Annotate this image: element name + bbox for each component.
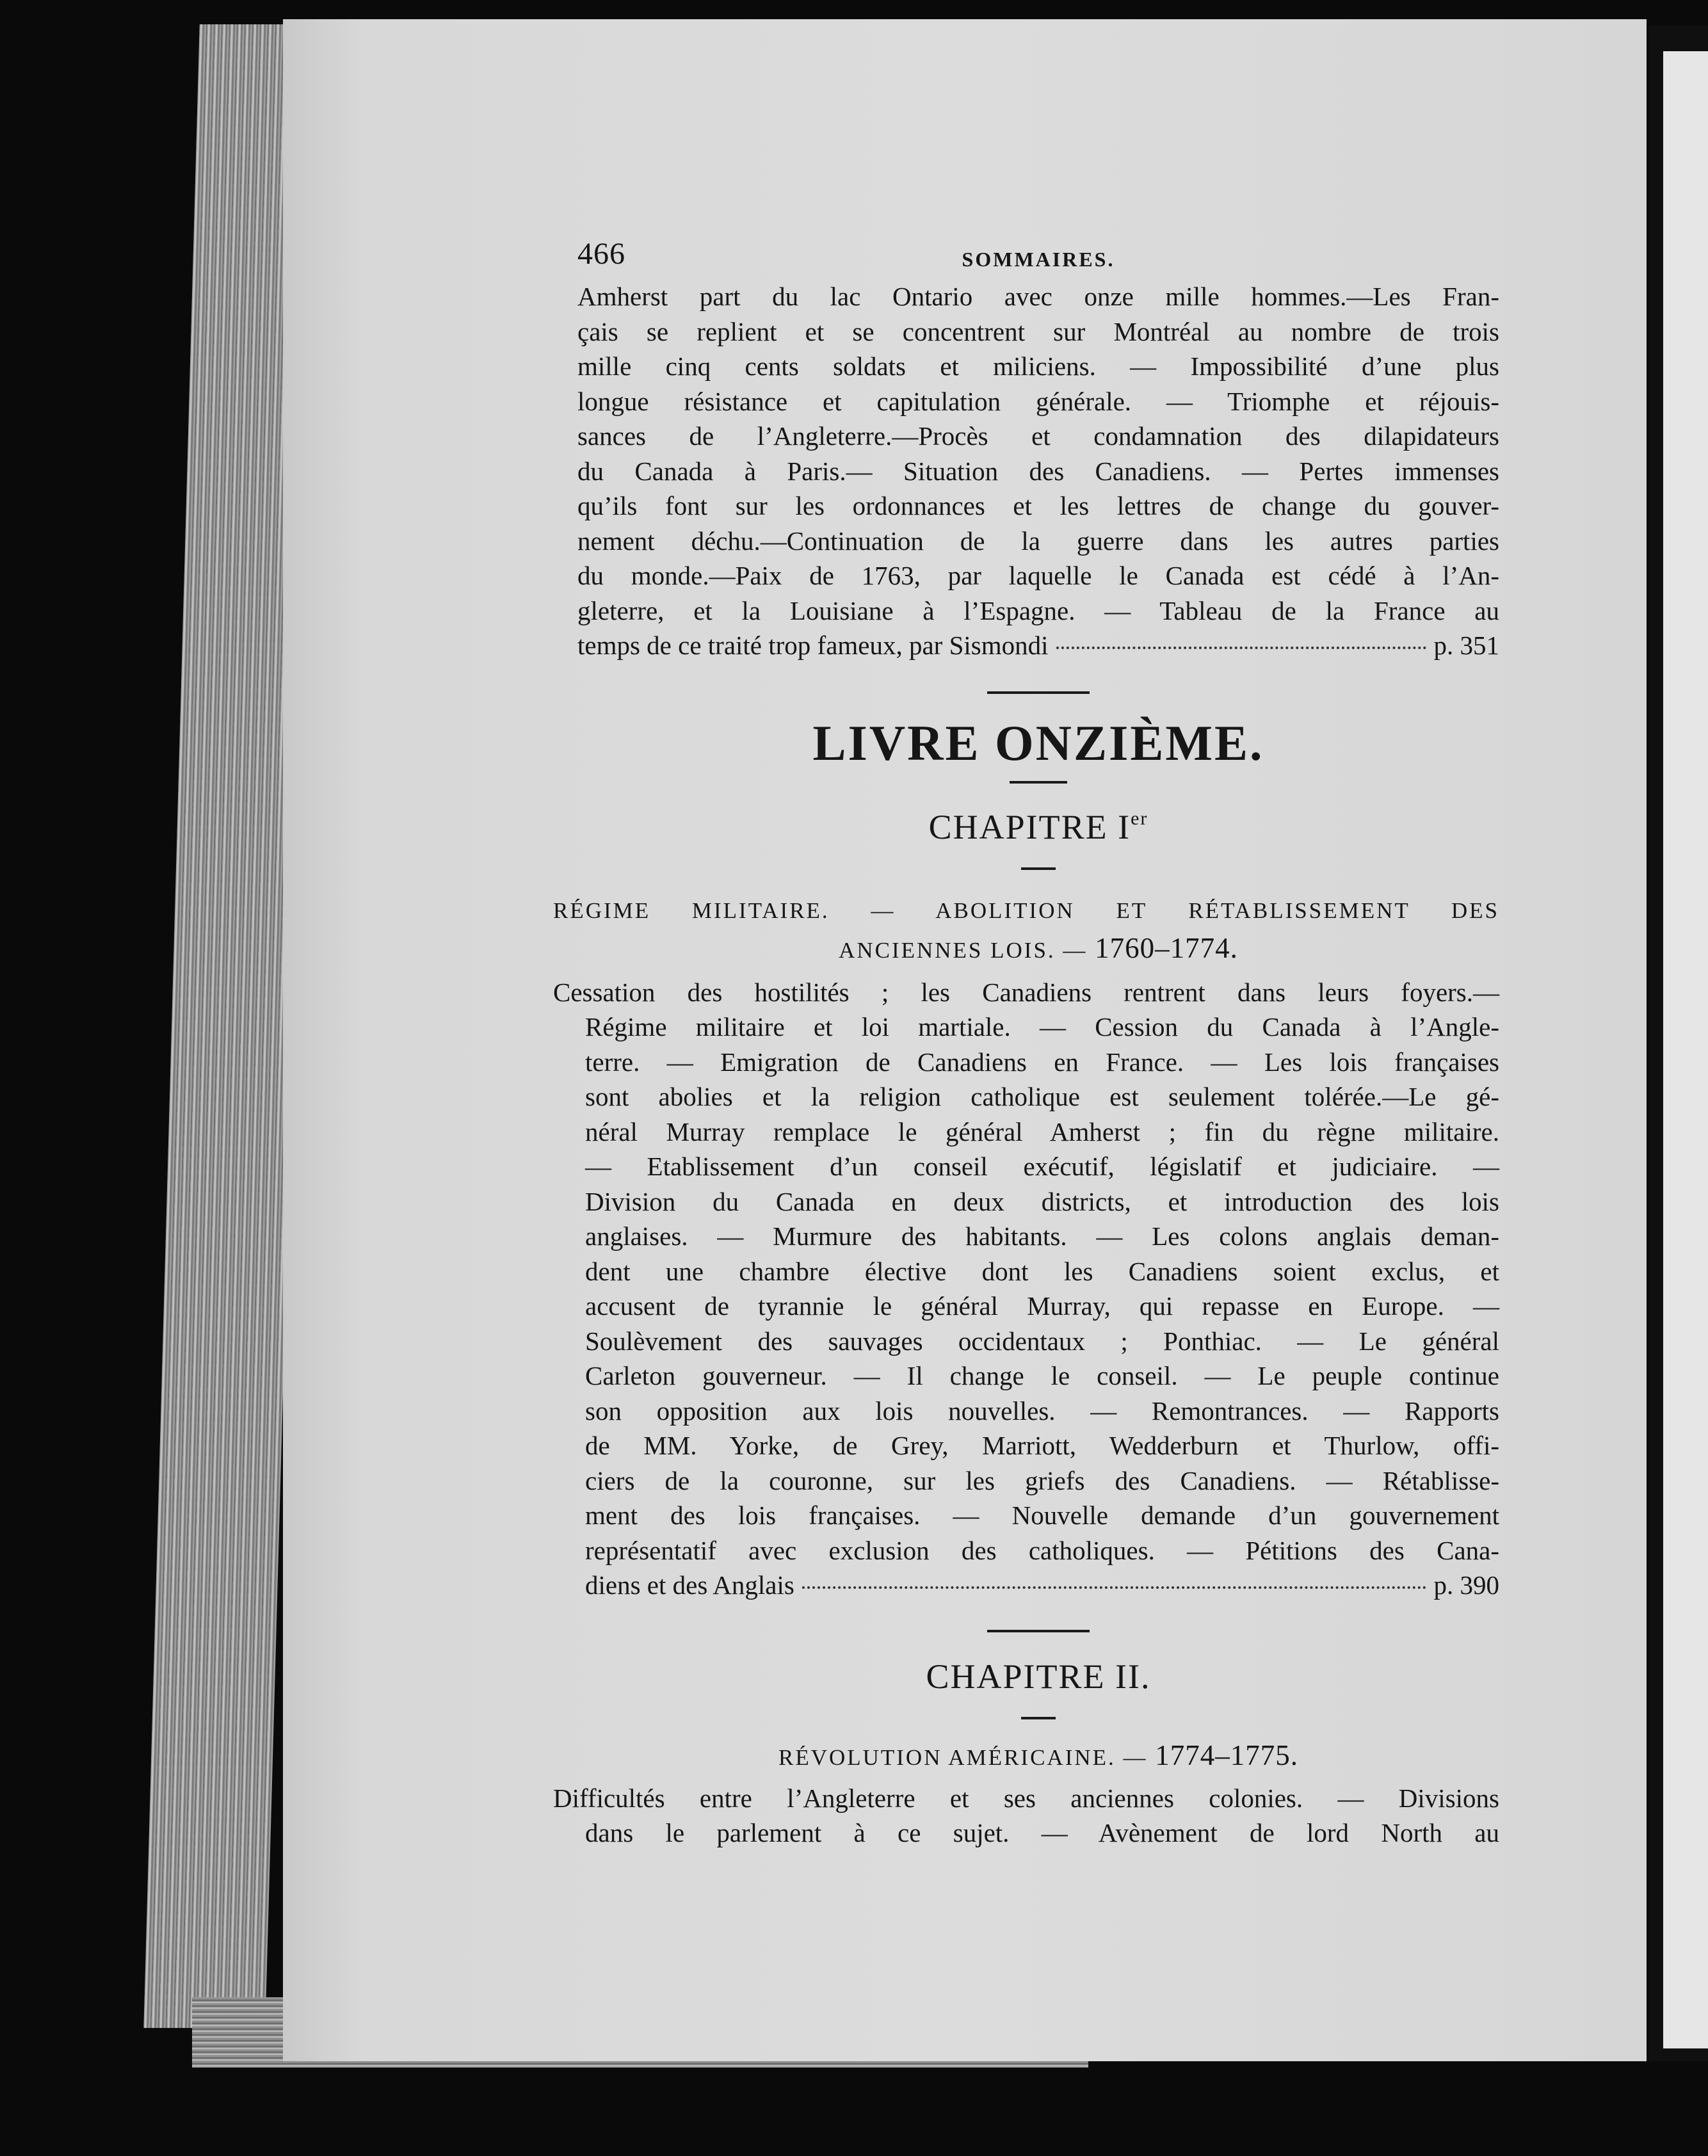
summary-line: temps de ce traité trop fameux, par Sismondi	[577, 631, 1049, 660]
summary-line: sances de l’Angleterre.—Procès et condamnation des dilapidateurs	[577, 421, 1499, 451]
summary-line: qu’ils font sur les ordonnances et les lettres de change du gouver-	[577, 491, 1499, 520]
section-rule	[1021, 867, 1056, 870]
chapter-1-heading-line2	[577, 931, 1499, 967]
chapter-2-summary	[553, 1781, 1499, 1851]
facing-page-edge	[1649, 26, 1708, 2061]
summary-line: du monde.—Paix de 1763, par laquelle le Canada est cédé à l’An-	[577, 561, 1499, 590]
chapter-1-years: 1760–1774.	[1095, 931, 1238, 964]
page-reference: p. 390	[1433, 1570, 1499, 1600]
summary-line: Carleton gouverneur. — Il change le conseil. — Le peuple continue	[585, 1361, 1499, 1390]
summary-line: gleterre, et la Louisiane à l’Espagne. — Tableau de la France au	[577, 595, 1499, 625]
summary-line: çais se replient et se concentrent sur Montréal au nombre de trois	[577, 316, 1499, 346]
summary-line: mille cinq cents soldats et miliciens. — Impossibilité d’une plus	[577, 351, 1499, 381]
chapter-2-heading	[577, 1739, 1499, 1774]
running-head	[577, 237, 1499, 275]
summary-last-line	[585, 1568, 1499, 1603]
book-title: LIVRE ONZIÈME.	[812, 714, 1264, 771]
page-reference: p. 351	[1433, 631, 1499, 660]
running-title: SOMMAIRES.	[962, 248, 1115, 271]
dot-leader	[802, 1586, 1426, 1589]
dot-leader	[1056, 647, 1426, 649]
summary-line: du Canada à Paris.— Situation des Canadiens. — Pertes immenses	[577, 456, 1499, 486]
section-rule	[987, 1630, 1090, 1632]
page-text-block	[553, 237, 1499, 1851]
chapter-1-heading: RÉGIME MILITAIRE. — ABOLITION ET RÉTABLISSEMENT DES	[553, 897, 1499, 923]
summary-line: Division du Canada en deux districts, et introduction des lois	[585, 1186, 1499, 1216]
summary-line: diens et des Anglais	[585, 1570, 794, 1600]
page-number: 466	[577, 237, 625, 271]
summary-line: sont abolies et la religion catholique est seulement tolérée.—Le gé-	[585, 1082, 1499, 1111]
summary-line: ciers de la couronne, sur les griefs des Canadiens. — Rétablisse-	[585, 1465, 1499, 1495]
chapter-2-years: 1774–1775.	[1155, 1739, 1299, 1771]
section-rule	[1021, 1717, 1056, 1719]
summary-line: Amherst part du lac Ontario avec onze mille hommes.—Les Fran-	[577, 282, 1499, 311]
summary-line: de MM. Yorke, de Grey, Marriott, Wedderburn et Thurlow, offi-	[585, 1431, 1499, 1460]
chapter-2-heading-text: RÉVOLUTION AMÉRICAINE. —	[778, 1744, 1148, 1770]
summary-line: terre. — Emigration de Canadiens en France. — Les lois françaises	[585, 1047, 1499, 1077]
section-rule	[1010, 781, 1067, 784]
chapter-1-summary	[553, 975, 1499, 1603]
summary-line: dans le parlement à ce sujet. — Avènement de lord North au	[585, 1818, 1499, 1847]
chapter-1-title-text: CHAPITRE I	[928, 807, 1131, 846]
chapter-1-title-sup: er	[1131, 807, 1148, 829]
summary-line: Soulèvement des sauvages occidentaux ; Ponthiac. — Le général	[585, 1326, 1499, 1356]
summary-line: Cessation des hostilités ; les Canadiens rentrent dans leurs foyers.—	[553, 977, 1499, 1007]
summary-line: nement déchu.—Continuation de la guerre dans les autres parties	[577, 526, 1499, 556]
summary-line: longue résistance et capitulation générale. — Triomphe et réjouis-	[577, 386, 1499, 416]
summary-line: — Etablissement d’un conseil exécutif, législatif et judiciaire. —	[585, 1152, 1499, 1181]
summary-line: représentatif avec exclusion des catholiques. — Pétitions des Cana-	[585, 1535, 1499, 1565]
chapter-1-title	[577, 809, 1499, 844]
chapter-2-title: CHAPITRE II.	[926, 1657, 1151, 1696]
summary-line: Difficultés entre l’Angleterre et ses anciennes colonies. — Divisions	[553, 1783, 1499, 1813]
chapter-1-heading-text: ANCIENNES LOIS. —	[839, 937, 1088, 963]
summary-line: son opposition aux lois nouvelles. — Remontrances. — Rapports	[585, 1396, 1499, 1426]
summary-line: néral Murray remplace le général Amherst ; fin du règne militaire.	[585, 1116, 1499, 1146]
summary-line: anglaises. — Murmure des habitants. — Les colons anglais deman-	[585, 1221, 1499, 1251]
summary-line: dent une chambre élective dont les Canadiens soient exclus, et	[585, 1256, 1499, 1286]
summary-line: Régime militaire et loi martiale. — Cession du Canada à l’Angle-	[585, 1012, 1499, 1042]
section-rule	[987, 691, 1090, 694]
intro-summary	[577, 279, 1499, 663]
summary-last-line	[577, 628, 1499, 663]
summary-line: ment des lois françaises. — Nouvelle demande d’un gouvernement	[585, 1500, 1499, 1530]
summary-line: accusent de tyrannie le général Murray, qui repasse en Europe. —	[585, 1291, 1499, 1321]
